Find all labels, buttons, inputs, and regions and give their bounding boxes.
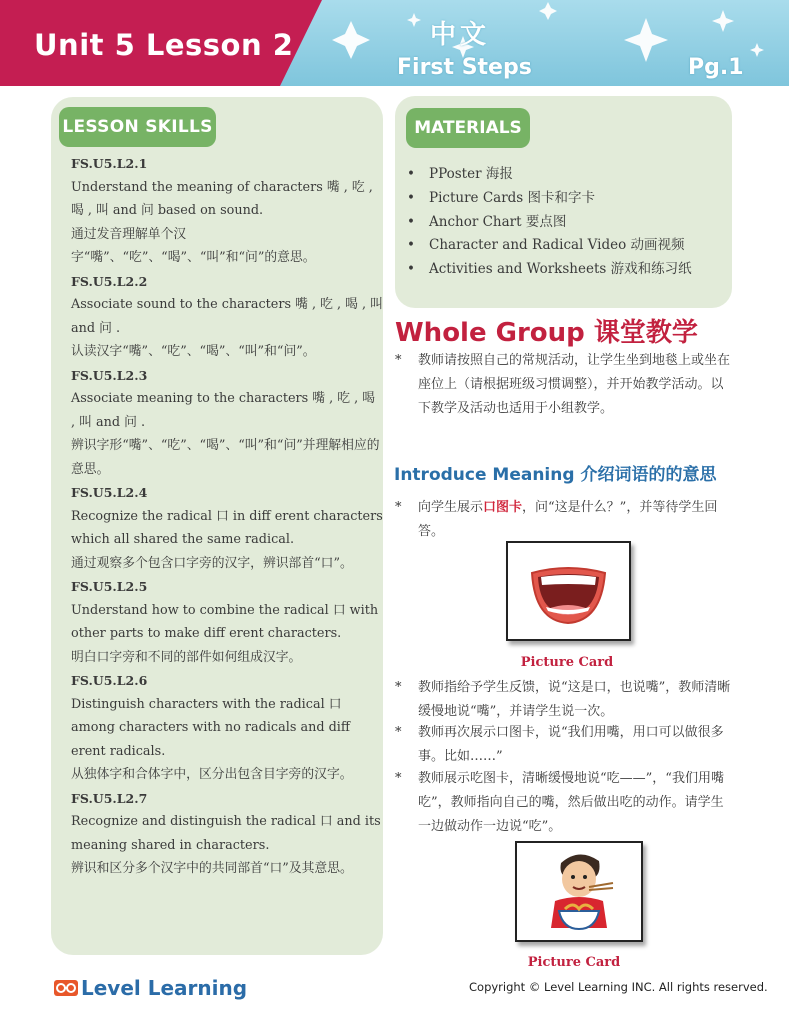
mouth-picture-card bbox=[506, 541, 631, 641]
paragraph-text: 教师展示吃图卡，清晰缓慢地说“吃——”，“我们用嘴吃”，教师指向自己的嘴，然后做出吃的动作。请学生一边做动作一边说“吃”。 bbox=[418, 771, 724, 834]
whole-group-text: 教师请按照自己的常规活动，让学生坐到地毯上或坐在座位上（请根据班级习惯调整），并开始教学活动。以下教学及活动也适用于小组教学。 bbox=[418, 353, 731, 416]
skill-english: Recognize and distinguish the radical 口 and its meaning shared in characters. bbox=[71, 814, 381, 853]
materials-list bbox=[405, 163, 692, 282]
introduce-paragraph-2 bbox=[395, 676, 736, 724]
skill-code: FS.U5.L2.3 bbox=[71, 367, 148, 383]
skill-code: FS.U5.L2.4 bbox=[71, 485, 148, 500]
skill-chinese: 从独体字和合体字中，区分出包含目字旁的汉字。 bbox=[71, 767, 353, 782]
skill-chinese: 通过发音理解单个汉字“嘴”、“吃”、“喝”、“叫”和“问”的意思。 bbox=[71, 226, 316, 265]
level-learning-logo bbox=[53, 976, 247, 1000]
boy-eating-icon bbox=[517, 843, 641, 940]
eat-picture-card bbox=[515, 841, 643, 942]
whole-group-heading: Whole Group 课堂教学 bbox=[395, 318, 698, 348]
paragraph-text: 教师再次展示口图卡，说“我们用嘴，用口可以做很多事。比如……” bbox=[418, 725, 724, 764]
skill-english: Associate sound to the characters 嘴 , 吃 , 喝 , 叫 and 问 . bbox=[71, 297, 383, 336]
picture-card-caption: Picture Card bbox=[527, 955, 621, 970]
skill-code: FS.U5.L2.2 bbox=[71, 273, 148, 289]
mouth-card-highlight: 口图卡 bbox=[483, 500, 523, 515]
course-chinese-title: 中文 bbox=[430, 20, 491, 50]
bullet-star: * bbox=[395, 771, 402, 786]
bullet-star: * bbox=[395, 680, 402, 695]
whole-group-paragraph bbox=[395, 349, 736, 421]
bullet-star: * bbox=[395, 725, 402, 740]
skill-english: Recognize the radical 口 in diff erent characters which all shared the same radical. bbox=[71, 508, 383, 547]
page-number: Pg.1 bbox=[688, 55, 744, 80]
copyright-text: Copyright © Level Learning INC. All rights reserved. bbox=[469, 980, 768, 994]
skill-code: FS.U5.L2.7 bbox=[71, 790, 148, 806]
unit-lesson-title: Unit 5 Lesson 2 bbox=[34, 28, 294, 62]
skill-chinese: 认读汉字“嘴”、“吃”、“喝”、“叫”和“问”。 bbox=[71, 344, 316, 359]
skill-english: Associate meaning to the characters 嘴 , 吃 , 喝 , 叫 and 问 . bbox=[71, 391, 376, 430]
picture-card-caption: Picture Card bbox=[520, 655, 614, 670]
logo-text: Level Learning bbox=[81, 976, 248, 1000]
skill-chinese: 辨识和区分多个汉字中的共同部首“口”及其意思。 bbox=[71, 861, 353, 876]
header-banner bbox=[0, 0, 789, 86]
mouth-icon bbox=[508, 543, 629, 639]
paragraph-text: 教师指给予学生反馈，说“这是口，也说嘴”，教师清晰缓慢地说“嘴”，并请学生说一次。 bbox=[418, 680, 731, 719]
paragraph-text: 向学生展示 bbox=[418, 500, 484, 515]
skill-english: Understand the meaning of characters 嘴 , 吃 , 喝 , 叫 and 问 based on sound. bbox=[71, 179, 373, 218]
introduce-paragraph-1 bbox=[395, 496, 736, 544]
paragraph-text: ，问“这是什么？”，并等待学生回答。 bbox=[418, 500, 718, 539]
materials-item: • PPoster 海报 bbox=[405, 163, 692, 187]
materials-item: • Picture Cards 图卡和字卡 bbox=[405, 187, 692, 211]
skill-chinese: 明白口字旁和不同的部件如何组成汉字。 bbox=[71, 649, 302, 665]
introduce-meaning-heading: Introduce Meaning 介绍词语的的意思 bbox=[394, 465, 717, 485]
skill-chinese: 通过观察多个包含口字旁的汉字，辨识部首“口”。 bbox=[71, 555, 353, 571]
skill-english: Understand how to combine the radical 口 with other parts to make diff erent characters. bbox=[71, 602, 379, 641]
glasses-icon bbox=[53, 978, 79, 998]
skill-chinese: 辨识字形“嘴”、“吃”、“喝”、“叫”和“问”并理解相应的意思。 bbox=[71, 438, 380, 477]
materials-item: • Anchor Chart 要点图 bbox=[405, 211, 692, 235]
series-title: First Steps bbox=[397, 55, 532, 80]
skill-code: FS.U5.L2.1 bbox=[71, 156, 148, 171]
bullet-star: * bbox=[395, 500, 402, 515]
materials-item: • Activities and Worksheets 游戏和练习纸 bbox=[405, 258, 692, 282]
introduce-paragraph-4 bbox=[395, 767, 736, 839]
skill-code: FS.U5.L2.6 bbox=[71, 673, 148, 688]
skill-code: FS.U5.L2.5 bbox=[71, 579, 148, 594]
bullet-star: * bbox=[395, 353, 402, 368]
skill-english: Distinguish characters with the radical 口 among characters with no radicals and diff erent radicals. bbox=[71, 696, 350, 759]
lesson-skills-list bbox=[71, 152, 383, 881]
materials-tab: MATERIALS bbox=[406, 108, 530, 148]
introduce-paragraph-3 bbox=[395, 721, 736, 769]
materials-item: • Character and Radical Video 动画视频 bbox=[405, 234, 692, 258]
lesson-skills-tab: LESSON SKILLS bbox=[59, 107, 216, 147]
